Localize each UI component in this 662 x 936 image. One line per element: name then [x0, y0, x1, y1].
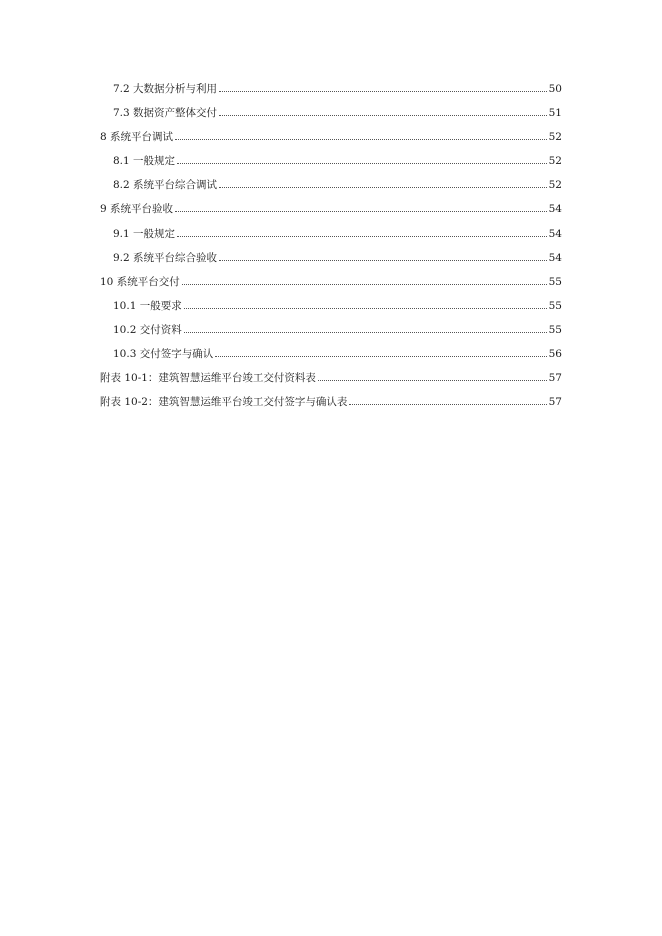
toc-leader-dots — [184, 332, 547, 333]
toc-entry-page: 55 — [548, 275, 562, 288]
toc-entry-page: 54 — [548, 203, 562, 216]
toc-entry-title: 附表 10-2：建筑智慧运维平台竣工交付签字与确认表 — [100, 396, 348, 409]
toc-entry-title: 10 系统平台交付 — [100, 275, 180, 288]
toc-entry-title: 8.1 一般规定 — [113, 155, 176, 168]
toc-leader-dots — [175, 139, 547, 140]
toc-entry-title: 8.2 系统平台综合调试 — [113, 179, 218, 192]
toc-entry-title: 9 系统平台验收 — [100, 203, 174, 216]
toc-leader-dots — [219, 115, 547, 116]
toc-entry[interactable] — [100, 151, 562, 175]
toc-leader-dots — [318, 380, 547, 381]
toc-entry[interactable] — [100, 79, 562, 103]
toc-entry-title: 9.1 一般规定 — [113, 227, 176, 240]
toc-entry[interactable] — [100, 224, 562, 248]
toc-entry[interactable] — [100, 272, 562, 296]
toc-entry[interactable] — [100, 199, 562, 223]
toc-entry[interactable] — [100, 368, 562, 392]
toc-leader-dots — [215, 356, 546, 357]
toc-entry-title: 7.3 数据资产整体交付 — [113, 107, 218, 120]
toc-entry-title: 8 系统平台调试 — [100, 131, 174, 144]
toc-entry-title: 10.1 一般要求 — [113, 299, 182, 312]
toc-entry[interactable] — [100, 103, 562, 127]
toc-entry-title: 9.2 系统平台综合验收 — [113, 251, 218, 264]
toc-entry-page: 55 — [548, 299, 562, 312]
table-of-contents — [100, 79, 562, 416]
toc-entry[interactable] — [100, 392, 562, 416]
toc-entry-page: 57 — [548, 372, 562, 385]
toc-entry[interactable] — [100, 296, 562, 320]
toc-leader-dots — [219, 260, 547, 261]
toc-entry-page: 57 — [548, 396, 562, 409]
toc-entry-page: 52 — [548, 131, 562, 144]
toc-entry-title: 7.2 大数据分析与利用 — [113, 83, 218, 95]
toc-entry-page: 50 — [548, 83, 562, 95]
toc-entry[interactable] — [100, 320, 562, 344]
toc-leader-dots — [177, 236, 547, 237]
toc-entry-page: 54 — [548, 251, 562, 264]
toc-entry-title: 附表 10-1：建筑智慧运维平台竣工交付资料表 — [100, 372, 316, 385]
toc-entry-page: 52 — [548, 179, 562, 192]
toc-entry-page: 56 — [548, 348, 562, 361]
toc-leader-dots — [219, 187, 547, 188]
toc-entry[interactable] — [100, 127, 562, 151]
toc-entry-title: 10.2 交付资料 — [113, 323, 182, 336]
toc-entry-title: 10.3 交付签字与确认 — [113, 348, 214, 361]
toc-leader-dots — [175, 211, 547, 212]
toc-entry-page: 52 — [548, 155, 562, 168]
toc-leader-dots — [182, 284, 547, 285]
toc-leader-dots — [219, 91, 547, 92]
toc-entry-page: 55 — [548, 323, 562, 336]
toc-entry[interactable] — [100, 248, 562, 272]
toc-entry-page: 54 — [548, 227, 562, 240]
toc-entry-page: 51 — [548, 107, 562, 120]
toc-leader-dots — [349, 404, 546, 405]
toc-leader-dots — [184, 308, 547, 309]
toc-entry[interactable] — [100, 175, 562, 199]
toc-leader-dots — [177, 163, 547, 164]
toc-entry[interactable] — [100, 344, 562, 368]
